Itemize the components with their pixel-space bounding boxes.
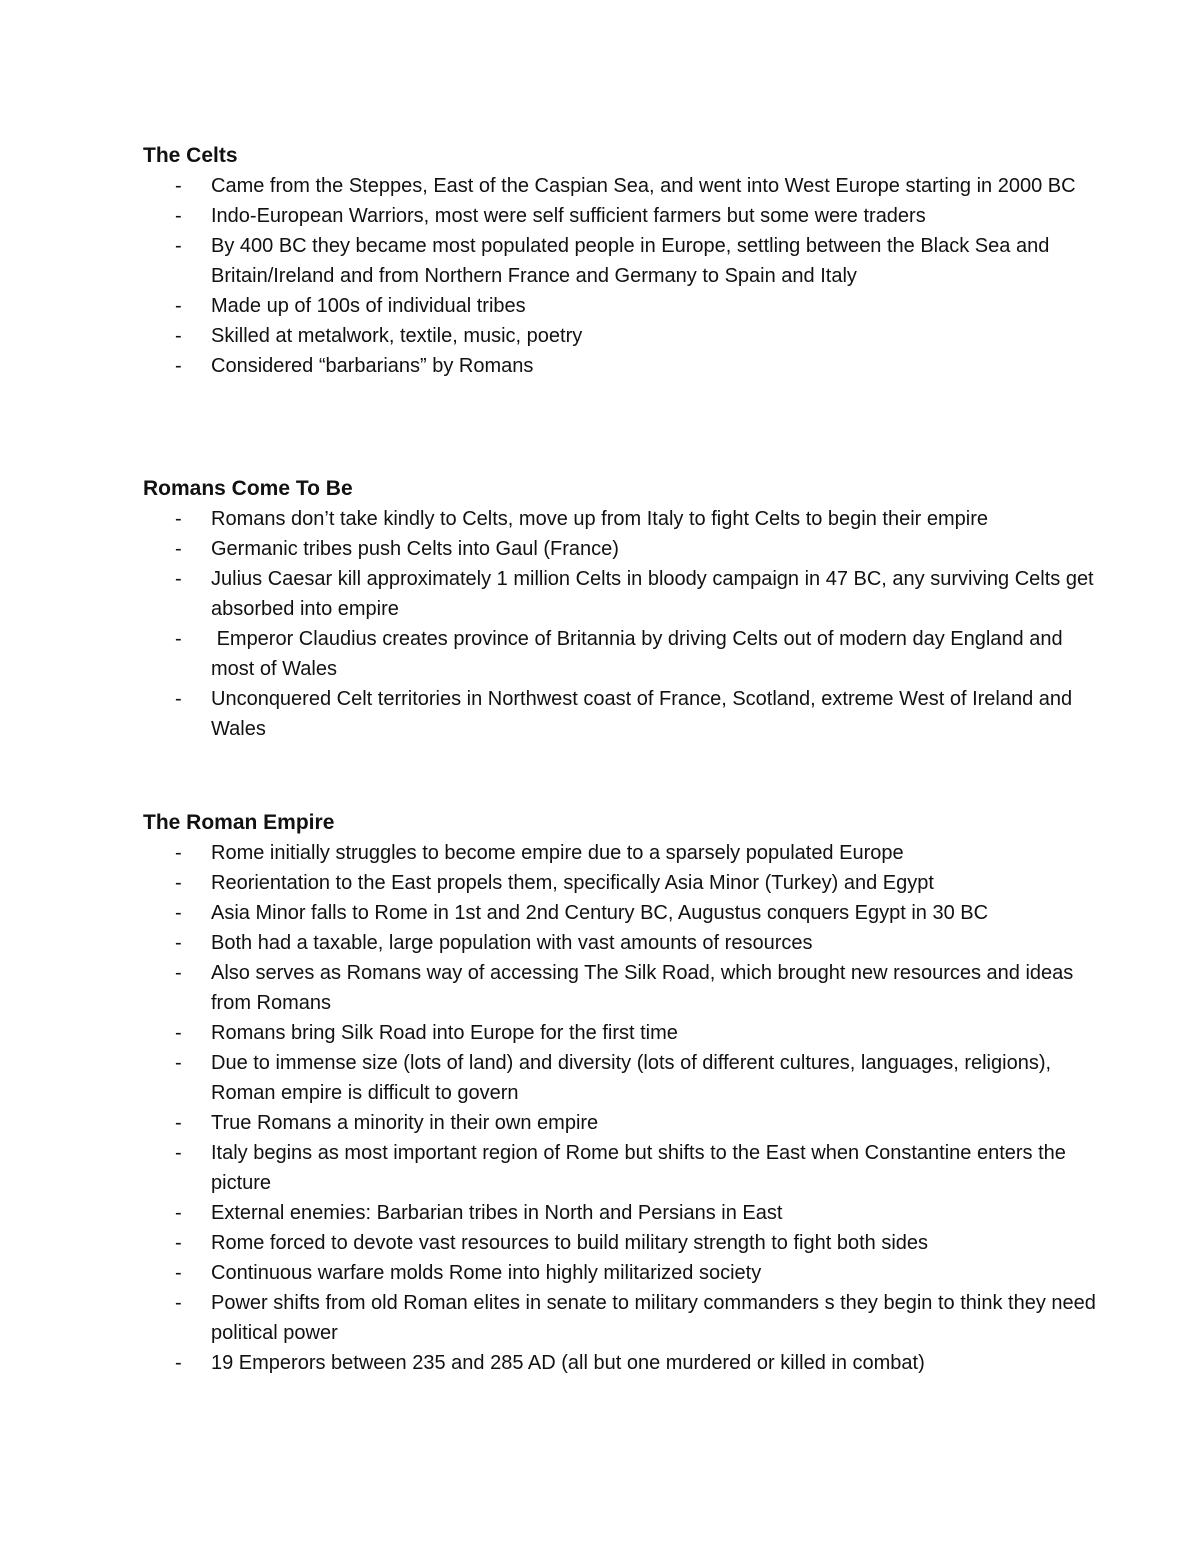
bullet-item xyxy=(143,171,1103,201)
bullet-item xyxy=(143,624,1103,684)
bullet-item xyxy=(143,1228,1103,1258)
bullet-text: Reorientation to the East propels them, specifically Asia Minor (Turkey) and Egypt xyxy=(211,872,934,894)
bullet-dash: - xyxy=(175,962,182,984)
bullet-item xyxy=(143,1198,1103,1228)
bullet-dash: - xyxy=(175,932,182,954)
bullet-dash: - xyxy=(175,325,182,347)
bullet-text: Germanic tribes push Celts into Gaul (France) xyxy=(211,538,619,560)
bullet-list xyxy=(143,171,1103,381)
bullet-dash: - xyxy=(175,872,182,894)
bullet-item xyxy=(143,201,1103,231)
bullet-item xyxy=(143,231,1103,291)
bullet-text: Both had a taxable, large population with vast amounts of resources xyxy=(211,932,813,954)
bullet-text: Made up of 100s of individual tribes xyxy=(211,295,526,317)
bullet-item xyxy=(143,1288,1103,1348)
bullet-dash: - xyxy=(175,508,182,530)
bullet-dash: - xyxy=(175,1052,182,1074)
bullet-text: Rome forced to devote vast resources to build military strength to fight both sides xyxy=(211,1232,929,1254)
bullet-item xyxy=(143,1348,1103,1378)
bullet-text: Romans don’t take kindly to Celts, move up from Italy to fight Celts to begin their empire xyxy=(211,508,989,530)
bullet-text: Indo-European Warriors, most were self sufficient farmers but some were traders xyxy=(211,205,926,227)
bullet-text: Rome initially struggles to become empire due to a sparsely populated Europe xyxy=(211,842,904,864)
bullet-text: Unconquered Celt territories in Northwest coast of France, Scotland, extreme West of Ireland and Wales xyxy=(211,688,1078,740)
section-the-roman-empire xyxy=(143,808,1103,1378)
bullet-item xyxy=(143,684,1103,744)
section-heading: Romans Come To Be xyxy=(143,477,353,500)
bullet-item xyxy=(143,838,1103,868)
bullet-item xyxy=(143,351,1103,381)
bullet-dash: - xyxy=(175,1292,182,1314)
bullet-dash: - xyxy=(175,628,182,650)
bullet-dash: - xyxy=(175,688,182,710)
bullet-text: Julius Caesar kill approximately 1 million Celts in bloody campaign in 47 BC, any surviving Celts get absorbed into empire xyxy=(211,568,1100,620)
bullet-text: Skilled at metalwork, textile, music, poetry xyxy=(211,325,583,347)
bullet-text: Came from the Steppes, East of the Caspian Sea, and went into West Europe starting in 2000 BC xyxy=(211,175,1076,197)
bullet-text: Romans bring Silk Road into Europe for the first time xyxy=(211,1022,678,1044)
bullet-dash: - xyxy=(175,175,182,197)
bullet-dash: - xyxy=(175,1352,182,1374)
bullet-dash: - xyxy=(175,538,182,560)
bullet-dash: - xyxy=(175,842,182,864)
bullet-item xyxy=(143,291,1103,321)
bullet-text: Continuous warfare molds Rome into highly militarized society xyxy=(211,1262,762,1284)
bullet-dash: - xyxy=(175,205,182,227)
bullet-dash: - xyxy=(175,1262,182,1284)
bullet-item xyxy=(143,1258,1103,1288)
bullet-item xyxy=(143,928,1103,958)
bullet-dash: - xyxy=(175,902,182,924)
bullet-text: Considered “barbarians” by Romans xyxy=(211,355,534,377)
bullet-item xyxy=(143,958,1103,1018)
bullet-item xyxy=(143,898,1103,928)
bullet-text: Power shifts from old Roman elites in senate to military commanders s they begin to think they need political power xyxy=(211,1292,1102,1344)
bullet-list xyxy=(143,504,1103,744)
bullet-text: Emperor Claudius creates province of Britannia by driving Celts out of modern day England and most of Wales xyxy=(211,628,1069,680)
bullet-dash: - xyxy=(175,1142,182,1164)
bullet-item xyxy=(143,564,1103,624)
bullet-item xyxy=(143,534,1103,564)
bullet-dash: - xyxy=(175,1202,182,1224)
bullet-item xyxy=(143,1138,1103,1198)
bullet-dash: - xyxy=(175,235,182,257)
bullet-text: True Romans a minority in their own empire xyxy=(211,1112,599,1134)
bullet-text: By 400 BC they became most populated people in Europe, settling between the Black Sea and Britain/Ireland and from Northern France and Germany to Spain and Italy xyxy=(211,235,1055,287)
section-heading: The Roman Empire xyxy=(143,811,335,834)
bullet-item xyxy=(143,1108,1103,1138)
bullet-item xyxy=(143,321,1103,351)
bullet-text: External enemies: Barbarian tribes in North and Persians in East xyxy=(211,1202,783,1224)
bullet-dash: - xyxy=(175,295,182,317)
section-heading: The Celts xyxy=(143,144,238,167)
bullet-dash: - xyxy=(175,568,182,590)
bullet-text: Due to immense size (lots of land) and diversity (lots of different cultures, languages, religions), Roman empire is difficult to govern xyxy=(211,1052,1057,1104)
bullet-text: Asia Minor falls to Rome in 1st and 2nd Century BC, Augustus conquers Egypt in 30 BC xyxy=(211,902,989,924)
bullet-text: 19 Emperors between 235 and 285 AD (all but one murdered or killed in combat) xyxy=(211,1352,925,1374)
bullet-item xyxy=(143,1018,1103,1048)
bullet-dash: - xyxy=(175,1022,182,1044)
bullet-item xyxy=(143,504,1103,534)
bullet-text: Italy begins as most important region of Rome but shifts to the East when Constantine enters the picture xyxy=(211,1142,1072,1194)
section-the-celts xyxy=(143,141,1103,381)
section-romans-come-to-be xyxy=(143,474,1103,744)
bullet-dash: - xyxy=(175,355,182,377)
bullet-dash: - xyxy=(175,1232,182,1254)
bullet-list xyxy=(143,838,1103,1378)
bullet-dash: - xyxy=(175,1112,182,1134)
bullet-text: Also serves as Romans way of accessing The Silk Road, which brought new resources and ideas from Romans xyxy=(211,962,1079,1014)
bullet-item xyxy=(143,1048,1103,1108)
bullet-item xyxy=(143,868,1103,898)
